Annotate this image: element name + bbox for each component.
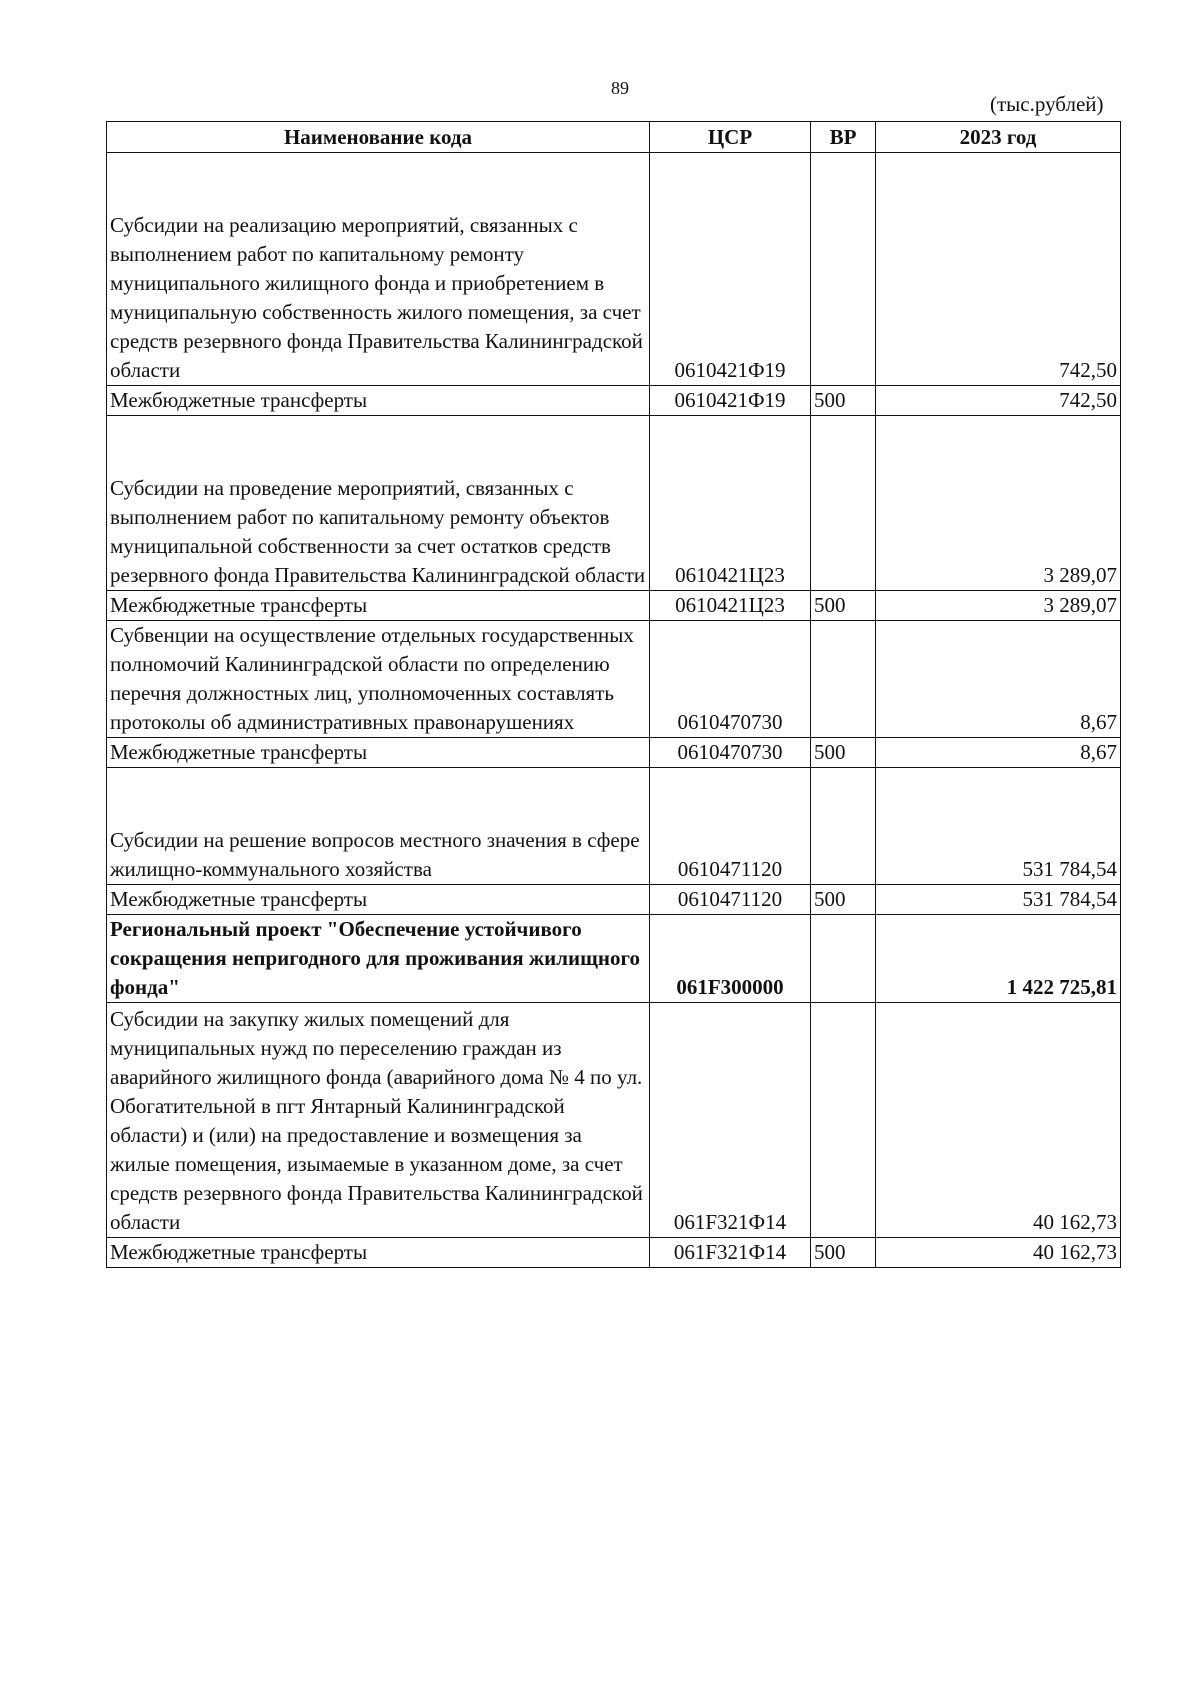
row-csr: 0610471120: [650, 885, 811, 915]
row-amount: 8,67: [876, 621, 1121, 738]
row-csr: 0610470730: [650, 621, 811, 738]
row-amount: 3 289,07: [876, 416, 1121, 591]
row-amount: 531 784,54: [876, 885, 1121, 915]
row-amount: 1 422 725,81: [876, 915, 1121, 1003]
unit-note: (тыс.рублей): [990, 92, 1104, 116]
row-name: Субсидии на проведение мероприятий, связанных с выполнением работ по капитальному ремонту объектов муниципальной собственности за счет остатков средств резервного фонда Правительства Калининградской области: [107, 416, 650, 591]
row-vr: [811, 153, 876, 386]
row-name: Субвенции на осуществление отдельных государственных полномочий Калининградской области по определению перечня должностных лиц, уполномоченных составлять протоколы об административных правонарушениях: [107, 621, 650, 738]
table-row: [107, 591, 1121, 621]
row-vr: 500: [811, 738, 876, 768]
table-row: [107, 386, 1121, 416]
row-name: Субсидии на реализацию мероприятий, связанных с выполнением работ по капитальному ремонту муниципального жилищного фонда и приобретением в муниципальную собственность жилого помещения, за счет средств резервного фонда Правительства Калининградской области: [107, 153, 650, 386]
row-csr: 0610421Ф19: [650, 153, 811, 386]
table-row: [107, 416, 1121, 591]
row-csr: 0610421Ц23: [650, 416, 811, 591]
row-vr: [811, 416, 876, 591]
table-row: [107, 153, 1121, 386]
row-name: Субсидии на закупку жилых помещений для муниципальных нужд по переселению граждан из аварийного жилищного фонда (аварийного дома № 4 по ул. Обогатительной в пгт Янтарный Калининградской области) и (или) на предоставление и возмещения за жилые помещения, изымаемые в указанном доме, за счет средств резервного фонда Правительства Калининградской области: [107, 1003, 650, 1238]
table-row: [107, 885, 1121, 915]
row-csr: 0610421Ц23: [650, 591, 811, 621]
table-header-row: [107, 122, 1121, 153]
row-vr: 500: [811, 1238, 876, 1268]
budget-table: [106, 121, 1121, 1268]
row-vr: [811, 1003, 876, 1238]
row-csr: 0610421Ф19: [650, 386, 811, 416]
row-csr: 061F321Ф14: [650, 1003, 811, 1238]
row-amount: 742,50: [876, 153, 1121, 386]
row-amount: 40 162,73: [876, 1238, 1121, 1268]
row-amount: 40 162,73: [876, 1003, 1121, 1238]
row-csr: 061F300000: [650, 915, 811, 1003]
row-vr: 500: [811, 885, 876, 915]
table-row: [107, 738, 1121, 768]
row-name: Межбюджетные трансферты: [107, 386, 650, 416]
header-csr: ЦСР: [650, 122, 811, 153]
table-row: [107, 1238, 1121, 1268]
row-amount: 742,50: [876, 386, 1121, 416]
row-csr: 0610470730: [650, 738, 811, 768]
row-vr: 500: [811, 386, 876, 416]
row-amount: 531 784,54: [876, 768, 1121, 885]
table-row: [107, 1003, 1121, 1238]
row-name: Региональный проект "Обеспечение устойчивого сокращения непригодного для проживания жилищного фонда": [107, 915, 650, 1003]
page-number: 89: [611, 78, 629, 98]
row-name: Межбюджетные трансферты: [107, 1238, 650, 1268]
row-vr: [811, 915, 876, 1003]
row-name: Межбюджетные трансферты: [107, 591, 650, 621]
table-row: [107, 621, 1121, 738]
row-vr: 500: [811, 591, 876, 621]
header-name: Наименование кода: [107, 122, 650, 153]
header-year: 2023 год: [876, 122, 1121, 153]
table-row: [107, 915, 1121, 1003]
row-csr: 0610471120: [650, 768, 811, 885]
table-row: [107, 768, 1121, 885]
row-vr: [811, 768, 876, 885]
row-csr: 061F321Ф14: [650, 1238, 811, 1268]
header-vr: ВР: [811, 122, 876, 153]
row-amount: 8,67: [876, 738, 1121, 768]
row-amount: 3 289,07: [876, 591, 1121, 621]
row-name: Межбюджетные трансферты: [107, 738, 650, 768]
row-vr: [811, 621, 876, 738]
row-name: Субсидии на решение вопросов местного значения в сфере жилищно-коммунального хозяйства: [107, 768, 650, 885]
row-name: Межбюджетные трансферты: [107, 885, 650, 915]
